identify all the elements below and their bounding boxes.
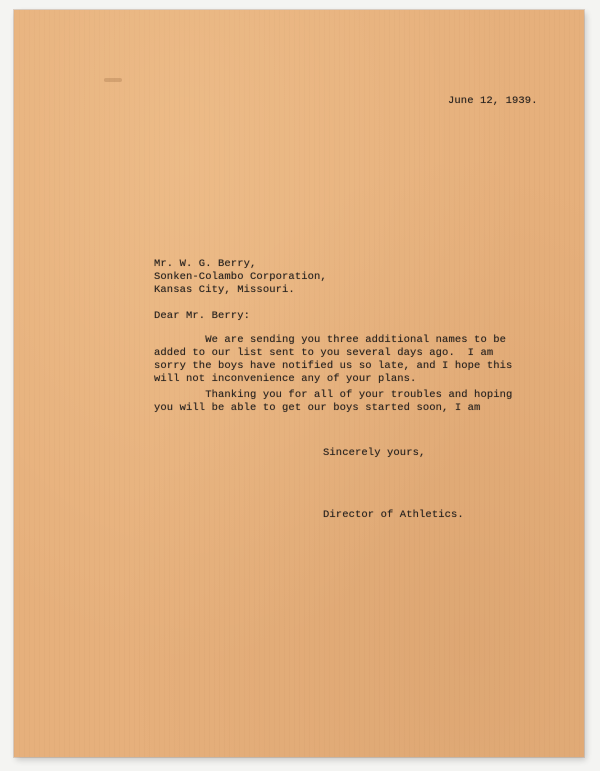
complimentary-closing: Sincerely yours,	[323, 447, 426, 459]
body-paragraph-2: Thanking you for all of your troubles and hoping you will be able to get our boys started soon, I am	[154, 389, 513, 414]
salutation: Dear Mr. Berry:	[154, 310, 251, 322]
body-paragraph-1: We are sending you three additional names to be added to our list sent to you several days ago. I am sorry the boys have notified us so late, and I hope this will not inconvenience any of your plans.	[154, 334, 513, 385]
letter-page	[14, 10, 584, 757]
recipient-company: Sonken-Colambo Corporation,	[154, 271, 327, 283]
letter-date: June 12, 1939.	[448, 95, 538, 107]
recipient-city: Kansas City, Missouri.	[154, 284, 295, 296]
recipient-name: Mr. W. G. Berry,	[154, 258, 257, 270]
signature-title: Director of Athletics.	[323, 509, 464, 521]
paper-smudge	[104, 78, 122, 82]
